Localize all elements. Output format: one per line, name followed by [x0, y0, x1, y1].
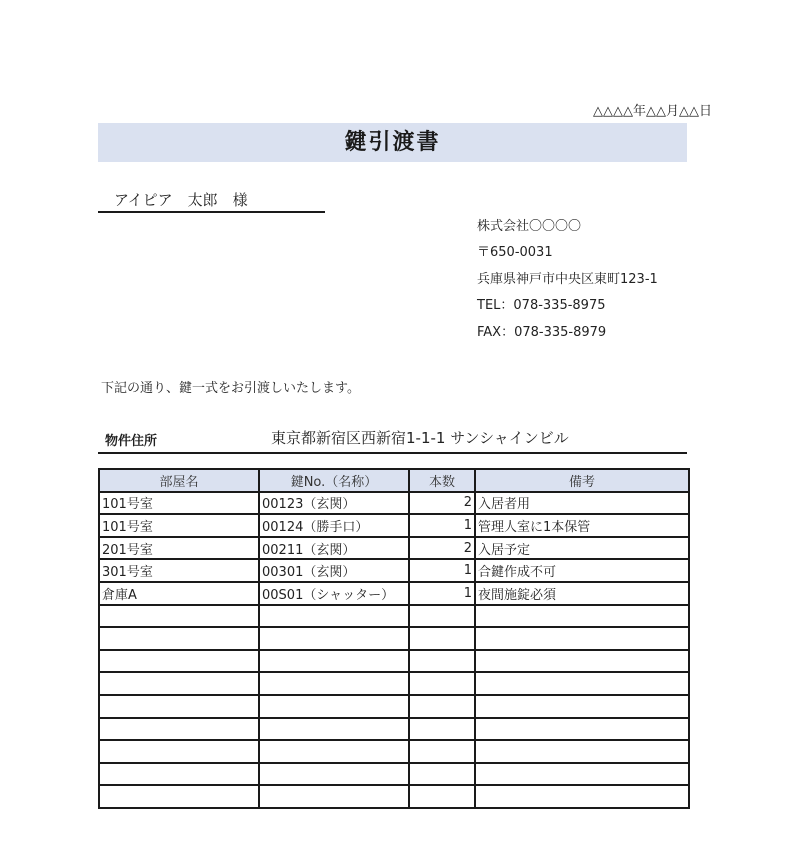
cell-note — [475, 785, 689, 808]
cell-room — [99, 718, 259, 741]
table-row — [99, 582, 689, 605]
cell-room: 101号室 — [99, 492, 259, 515]
cell-note — [475, 695, 689, 718]
cell-count — [409, 740, 475, 763]
cell-key — [259, 672, 409, 695]
cell-key — [259, 605, 409, 628]
intro-text: 下記の通り、鍵一式をお引渡しいたします。 — [101, 381, 360, 396]
cell-note: 管理人室に1本保管 — [475, 514, 689, 537]
cell-key — [259, 785, 409, 808]
cell-key — [259, 763, 409, 786]
cell-note — [475, 627, 689, 650]
cell-room: 101号室 — [99, 514, 259, 537]
cell-count — [409, 718, 475, 741]
table-header-row — [99, 469, 689, 492]
sender-address: 兵庫県神戸市中央区東町123-1 — [477, 271, 658, 287]
table-row — [99, 740, 689, 763]
table-row — [99, 785, 689, 808]
table-row — [99, 672, 689, 695]
cell-count — [409, 763, 475, 786]
table-row — [99, 627, 689, 650]
cell-room — [99, 627, 259, 650]
sender-fax: FAX：078-335-8979 — [477, 324, 607, 340]
cell-count — [409, 627, 475, 650]
sender-company: 株式会社〇〇〇〇 — [477, 219, 582, 234]
sender-postal: 〒650-0031 — [477, 245, 553, 261]
cell-room — [99, 740, 259, 763]
table-row — [99, 718, 689, 741]
table-row — [99, 559, 689, 582]
cell-count: 1 — [409, 559, 475, 582]
cell-note — [475, 763, 689, 786]
cell-key — [259, 627, 409, 650]
cell-room — [99, 605, 259, 628]
header-key-no: 鍵No.（名称） — [259, 469, 409, 492]
cell-key: 00124（勝手口） — [259, 514, 409, 537]
cell-note — [475, 718, 689, 741]
cell-count: 1 — [409, 514, 475, 537]
property-address-value: 東京都新宿区西新宿1-1-1 サンシャインビル — [271, 429, 569, 447]
cell-key: 00301（玄関） — [259, 559, 409, 582]
cell-note — [475, 672, 689, 695]
cell-key — [259, 740, 409, 763]
cell-count: 1 — [409, 582, 475, 605]
cell-room — [99, 763, 259, 786]
cell-note: 夜間施錠必須 — [475, 582, 689, 605]
cell-note: 入居者用 — [475, 492, 689, 515]
table-row — [99, 650, 689, 673]
cell-count: 2 — [409, 537, 475, 560]
cell-room: 201号室 — [99, 537, 259, 560]
recipient-name: アイピア 太郎 様 — [98, 188, 325, 213]
table-row — [99, 514, 689, 537]
cell-room: 301号室 — [99, 559, 259, 582]
cell-key — [259, 695, 409, 718]
table-row — [99, 763, 689, 786]
document-title: 鍵引渡書 — [98, 123, 687, 162]
table-row — [99, 492, 689, 515]
table-row — [99, 537, 689, 560]
cell-room — [99, 650, 259, 673]
cell-note — [475, 605, 689, 628]
property-address-row — [98, 424, 687, 454]
cell-room — [99, 672, 259, 695]
cell-note — [475, 740, 689, 763]
sender-tel: TEL：078-335-8975 — [477, 298, 606, 314]
cell-key — [259, 718, 409, 741]
cell-key: 00123（玄関） — [259, 492, 409, 515]
cell-key — [259, 650, 409, 673]
cell-room — [99, 785, 259, 808]
property-address-label: 物件住所 — [105, 434, 158, 449]
header-count: 本数 — [409, 469, 475, 492]
cell-note: 合鍵作成不可 — [475, 559, 689, 582]
issue-date: △△△△年△△月△△日 — [593, 104, 712, 119]
cell-count: 2 — [409, 492, 475, 515]
cell-count — [409, 785, 475, 808]
cell-note: 入居予定 — [475, 537, 689, 560]
cell-note — [475, 650, 689, 673]
cell-key: 00S01（シャッター） — [259, 582, 409, 605]
table-row — [99, 605, 689, 628]
cell-count — [409, 672, 475, 695]
key-table — [98, 468, 690, 809]
cell-count — [409, 695, 475, 718]
header-note: 備考 — [475, 469, 689, 492]
cell-room — [99, 695, 259, 718]
cell-count — [409, 650, 475, 673]
cell-room: 倉庫A — [99, 582, 259, 605]
header-room: 部屋名 — [99, 469, 259, 492]
table-row — [99, 695, 689, 718]
cell-count — [409, 605, 475, 628]
sender-block — [477, 214, 658, 346]
cell-key: 00211（玄関） — [259, 537, 409, 560]
